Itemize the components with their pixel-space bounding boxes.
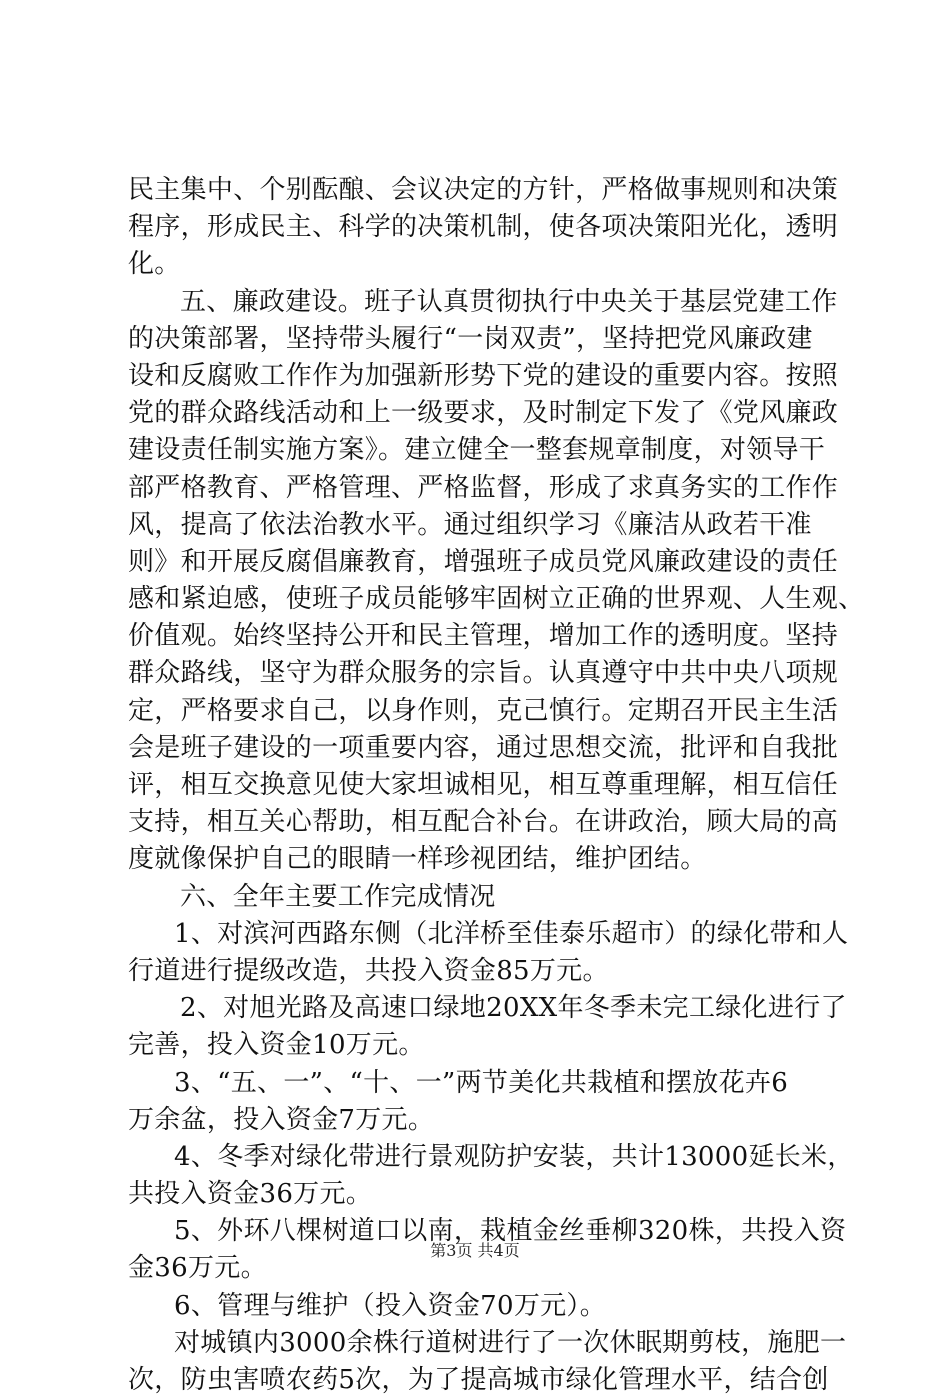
text-line: 行道进行提级改造，共投入资金85万元。 (128, 955, 609, 986)
text-line: 会是班子建设的一项重要内容，通过思想交流，批评和自我批 (128, 732, 839, 763)
text-line: 设和反腐败工作作为加强新形势下党的建设的重要内容。按照 (128, 360, 839, 391)
text-line: 风，提高了依法治教水平。通过组织学习《廉洁从政若干准 (128, 509, 812, 540)
list-item-line: 6、管理与维护（投入资金70万元）。 (174, 1290, 607, 1321)
text-line: 程序，形成民主、科学的决策机制，使各项决策阳光化，透明 (128, 212, 839, 243)
text-line: 化。 (128, 249, 181, 280)
section-heading-line: 六、全年主要工作完成情况 (180, 881, 496, 912)
text-line: 则》和开展反腐倡廉教育，增强班子成员党风廉政建设的责任 (128, 546, 839, 577)
text-line: 金36万元。 (128, 1253, 267, 1284)
text-line: 完善，投入资金10万元。 (128, 1030, 425, 1061)
list-item-line: 4、冬季对绿化带进行景观防护安装，共计13000延长米， (174, 1141, 854, 1172)
text-line: 万余盆，投入资金7万元。 (128, 1104, 435, 1135)
text-line: 支持，相互关心帮助，相互配合补台。在讲政治，顾大局的高 (128, 807, 839, 838)
text-line: 建设责任制实施方案》。建立健全一整套规章制度，对领导干 (128, 435, 826, 466)
list-item-line: 3、“五、一”、“十、一”两节美化共栽植和摆放花卉6 (174, 1067, 789, 1098)
document-body (128, 172, 865, 1399)
section-heading-line: 五、廉政建设。班子认真贯彻执行中央关于基层党建工作 (180, 286, 838, 317)
list-item-line: 5、外环八棵树道口以南，栽植金丝垂柳320株，共投入资 (174, 1216, 847, 1247)
text-line: 群众路线，坚守为群众服务的宗旨。认真遵守中共中央八项规 (128, 658, 839, 689)
text-line: 定，严格要求自己，以身作则，克己慎行。定期召开民主生活 (128, 695, 839, 726)
text-line: 次，防虫害喷农药5次，为了提高城市绿化管理水平，结合创 (128, 1365, 829, 1395)
text-line: 价值观。始终坚持公开和民主管理，增加工作的透明度。坚持 (128, 621, 839, 652)
list-item-line: 2、对旭光路及高速口绿地20XX年冬季未完工绿化进行了 (180, 993, 847, 1024)
text-line: 感和紧迫感，使班子成员能够牢固树立正确的世界观、人生观、 (128, 584, 865, 615)
text-line: 党的群众路线活动和上一级要求，及时制定下发了《党风廉政 (128, 398, 839, 429)
list-item-line: 1、对滨河西路东侧（北洋桥至佳泰乐超市）的绿化带和人 (174, 918, 849, 949)
text-line: 共投入资金36万元。 (128, 1179, 373, 1210)
page-number-footer: 第3页 共4页 (430, 1241, 520, 1260)
text-line: 评，相互交换意见使大家坦诚相见，相互尊重理解，相互信任 (128, 770, 839, 800)
text-line: 度就像保护自己的眼睛一样珍视团结，维护团结。 (128, 844, 707, 875)
text-line: 的决策部署，坚持带头履行“一岗双责”，坚持把党风廉政建 (128, 323, 813, 354)
text-line: 部严格教育、严格管理、严格监督，形成了求真务实的工作作 (128, 472, 839, 503)
text-line: 对城镇内3000余株行道树进行了一次休眠期剪枝，施肥一 (174, 1327, 847, 1358)
text-line: 民主集中、个别酝酿、会议决定的方针，严格做事规则和决策 (128, 175, 839, 205)
